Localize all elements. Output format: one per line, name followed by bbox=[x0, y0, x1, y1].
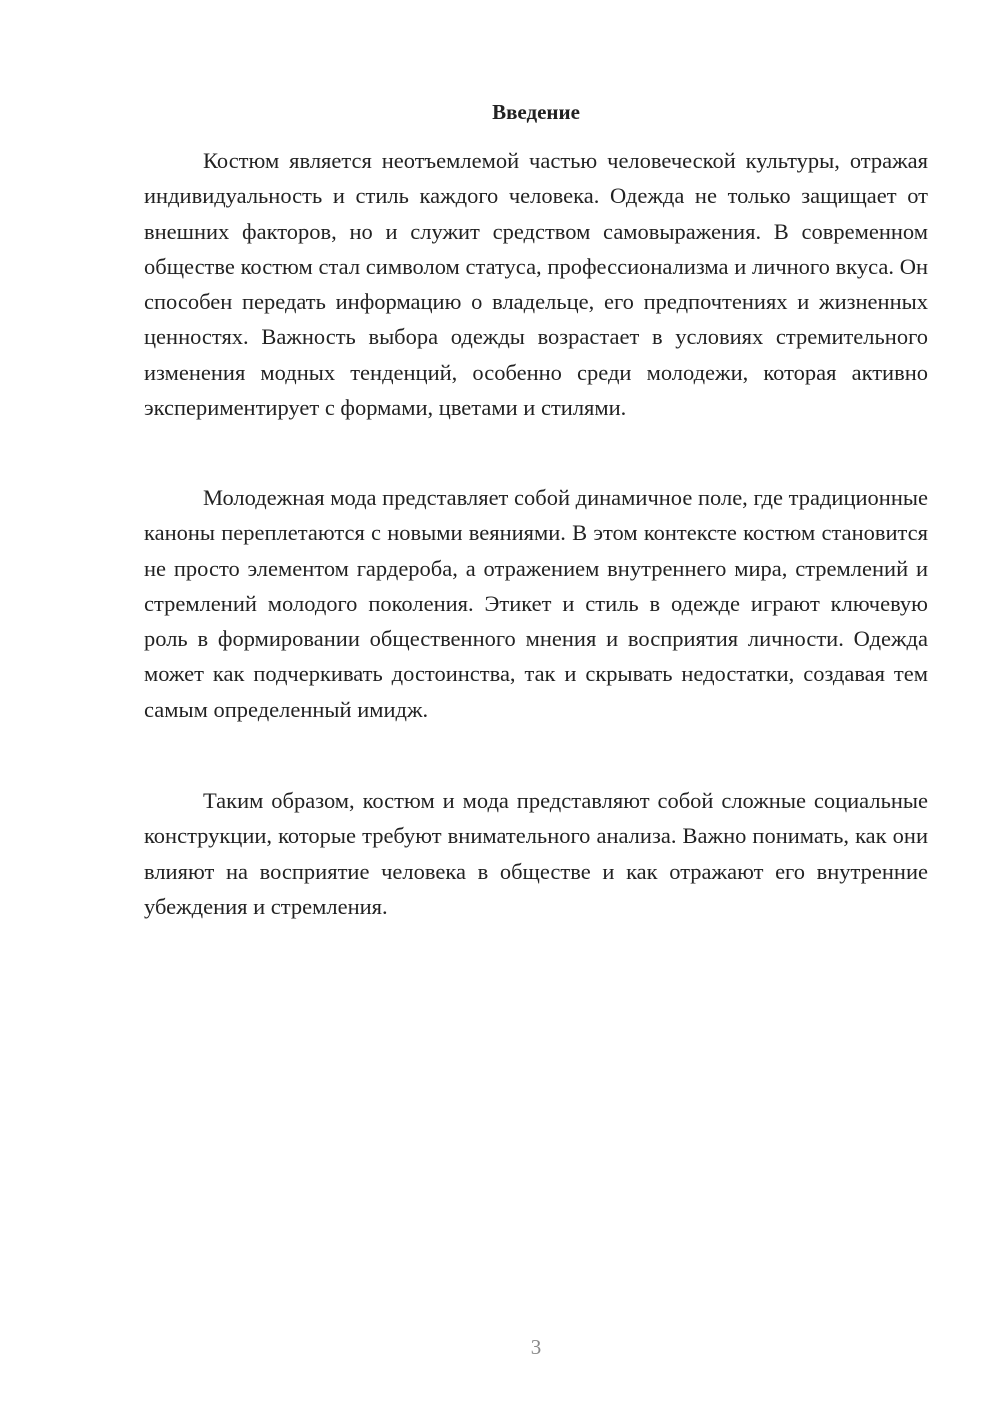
paragraph: Таким образом, костюм и мода представляют собой сложные социальные конструкции, которые требуют внимательного анализа. Важно понимать, как они влияют на восприятие человека в обществе и как отражают его внутренние убеждения и стремления. bbox=[144, 788, 928, 919]
page-number: 3 bbox=[530, 1335, 542, 1359]
paragraph: Костюм является неотъемлемой частью человеческой культуры, отражая индивидуальность и стиль каждого человека. Одежда не только защищает от внешних факторов, но и служит средством самовыражения. В современном обществе костюм стал символом статуса, профессионализма и личного вкуса. Он способен передать информацию о владельце, его предпочтениях и жизненных ценностях. Важность выбора одежды возрастает в условиях стремительного изменения модных тенденций, особенно среди молодежи, которая активно экспериментирует с формами, цветами и стилями. bbox=[144, 148, 928, 421]
page-title: Введение bbox=[492, 100, 580, 124]
paragraph: Молодежная мода представляет собой динамичное поле, где традиционные каноны переплетаются с новыми веяниями. В этом контексте костюм становится не просто элементом гардероба, а отражением внутреннего мира, стремлений и стремлений молодого поколения. Этикет и стиль в одежде играют ключевую роль в формировании общественного мнения и восприятия личности. Одежда может как подчеркивать достоинства, так и скрывать недостатки, создавая тем самым определенный имидж. bbox=[144, 485, 928, 722]
